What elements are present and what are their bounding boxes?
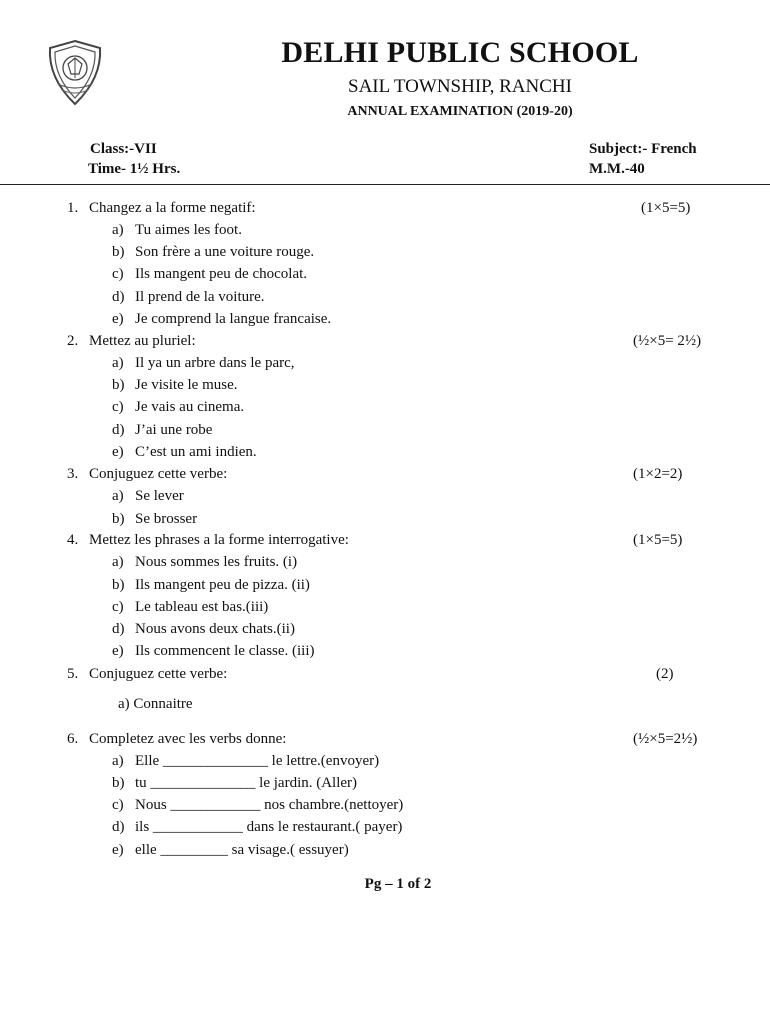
- option-item: d) J’ai une robe: [112, 422, 213, 438]
- question-3: [67, 466, 227, 483]
- max-marks-label: M.M.-40: [589, 161, 645, 177]
- option-item: a) Se lever: [112, 488, 184, 504]
- option-item: c) Ils mangent peu de chocolat.: [112, 266, 308, 282]
- question-2: [67, 333, 196, 350]
- question-5: [67, 666, 227, 683]
- question-text: Conjuguez cette verbe:: [89, 666, 228, 682]
- school-branch: SAIL TOWNSHIP, RANCHI: [348, 76, 572, 97]
- option-item: e) Ils commencent le classe. (iii): [112, 643, 315, 659]
- option-item: a) Tu aimes les foot.: [112, 222, 242, 238]
- option-item: a) Connaitre: [118, 696, 193, 712]
- question-text: Mettez les phrases a la forme interrogative:: [89, 532, 349, 548]
- option-item: b) Je visite le muse.: [112, 377, 238, 393]
- question-number: 2.: [67, 333, 79, 349]
- question-marks: (½×5= 2½): [633, 333, 702, 349]
- option-item: b) Se brosser: [112, 511, 198, 527]
- question-number: 6.: [67, 731, 79, 747]
- option-item: e) Je comprend la langue francaise.: [112, 311, 332, 327]
- question-6: [67, 731, 286, 748]
- question-marks: (½×5=2½): [633, 731, 698, 747]
- question-number: 4.: [67, 532, 79, 548]
- option-item: d) Nous avons deux chats.(ii): [112, 621, 295, 637]
- question-marks: (1×5=5): [641, 200, 691, 216]
- question-number: 1.: [67, 200, 79, 216]
- question-number: 3.: [67, 466, 79, 482]
- question-marks: (2): [656, 666, 674, 682]
- option-item: b) tu ______________ le jardin. (Aller): [112, 775, 358, 791]
- option-item: d) ils ____________ dans le restaurant.( payer): [112, 819, 403, 835]
- option-item: b) Son frère a une voiture rouge.: [112, 244, 315, 260]
- question-4: [67, 532, 349, 549]
- question-marks: (1×2=2): [633, 466, 683, 482]
- question-number: 5.: [67, 666, 79, 682]
- option-item: b) Ils mangent peu de pizza. (ii): [112, 577, 310, 593]
- option-item: e) C’est un ami indien.: [112, 444, 257, 460]
- question-text: Conjuguez cette verbe:: [89, 466, 228, 482]
- question-1: [67, 200, 256, 217]
- option-item: c) Le tableau est bas.(iii): [112, 599, 269, 615]
- page-number: Pg – 1 of 2: [364, 876, 432, 892]
- time-label: Time- 1½ Hrs.: [88, 161, 181, 177]
- option-item: d) Il prend de la voiture.: [112, 289, 265, 305]
- option-item: a) Elle ______________ le lettre.(envoyer): [112, 753, 380, 769]
- option-item: c) Nous ____________ nos chambre.(nettoyer): [112, 797, 404, 813]
- school-name: DELHI PUBLIC SCHOOL: [281, 36, 639, 69]
- option-item: a) Il ya un arbre dans le parc,: [112, 355, 295, 371]
- option-item: c) Je vais au cinema.: [112, 399, 245, 415]
- question-text: Mettez au pluriel:: [89, 333, 196, 349]
- question-marks: (1×5=5): [633, 532, 683, 548]
- exam-title: ANNUAL EXAMINATION (2019-20): [347, 104, 573, 119]
- option-item: a) Nous sommes les fruits. (i): [112, 554, 298, 570]
- subject-label: Subject:- French: [589, 141, 697, 157]
- header-divider: [0, 184, 770, 185]
- option-item: e) elle _________ sa visage.( essuyer): [112, 842, 349, 858]
- question-text: Completez avec les verbs donne:: [89, 731, 287, 747]
- question-text: Changez a la forme negatif:: [89, 200, 256, 216]
- class-label: Class:-VII: [90, 141, 157, 157]
